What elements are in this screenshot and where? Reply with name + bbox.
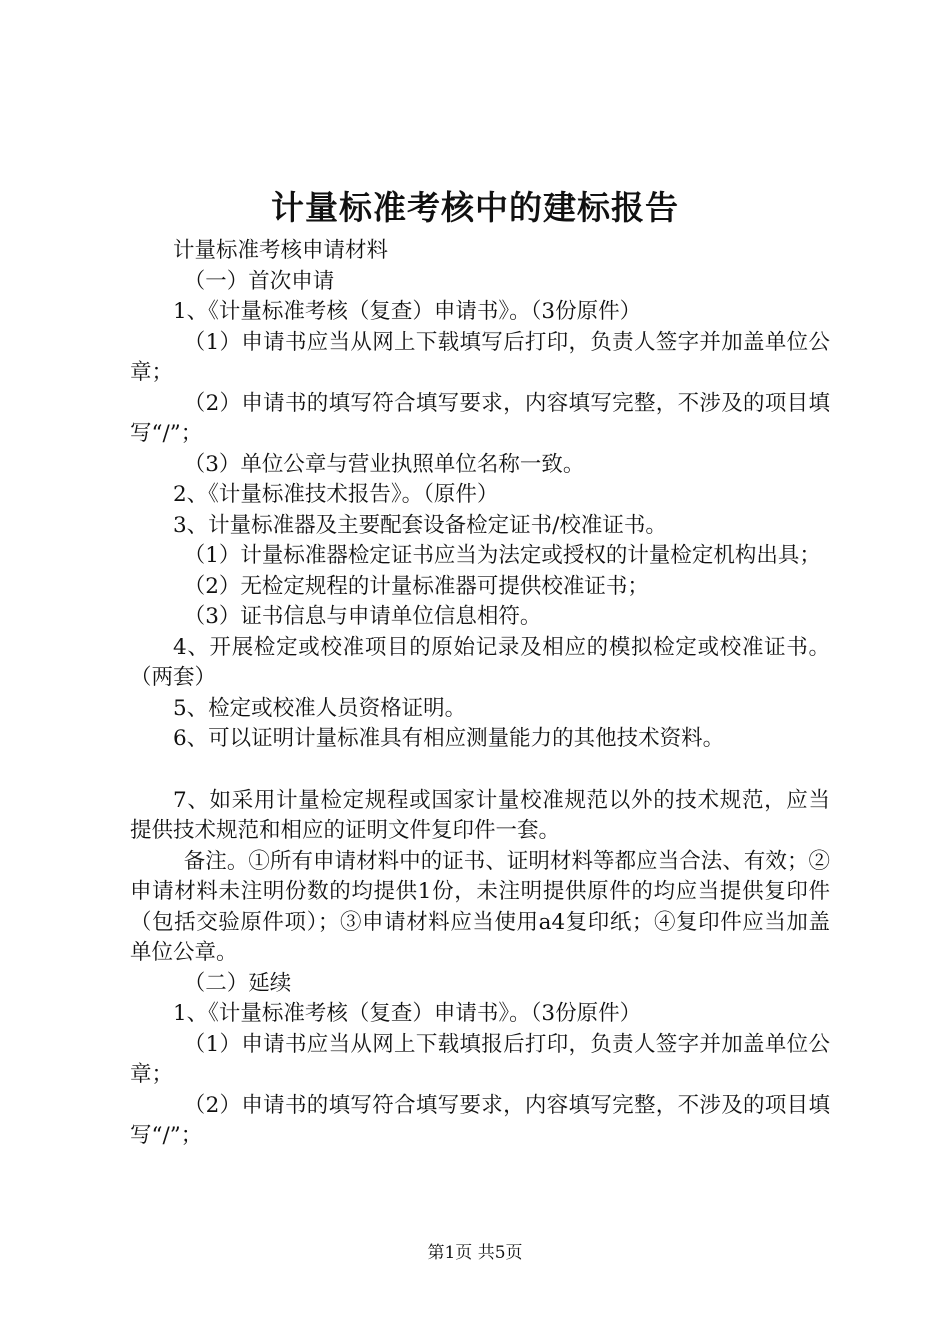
paragraph: 3、计量标准器及主要配套设备检定证书/校准证书。 <box>173 512 667 538</box>
paragraph: （1）计量标准器检定证书应当为法定或授权的计量检定机构出具； <box>183 543 821 568</box>
paragraph: 1、《计量标准考核（复查）申请书》。（3份原件） <box>173 1001 642 1026</box>
paragraph: 1、《计量标准考核（复查）申请书》。（3份原件） <box>173 299 642 324</box>
paragraph: （3）证书信息与申请单位信息相符。 <box>183 604 542 629</box>
paragraph: 7、如采用计量检定规程或国家计量校准规范以外的技术规范，应当提供技术规范和相应的证明文件复印件一套。 <box>130 787 830 843</box>
paragraph: （2）申请书的填写符合填写要求，内容填写完整，不涉及的项目填写“/”； <box>130 1092 830 1148</box>
paragraph: （3）单位公章与营业执照单位名称一致。 <box>183 451 585 477</box>
document-title: 计量标准考核中的建标报告 <box>271 188 679 227</box>
section-heading: （一）首次申请 <box>183 268 335 294</box>
paragraph: 4、开展检定或校准项目的原始记录及相应的模拟检定或校准证书。（两套） <box>130 634 830 690</box>
note-paragraph: 备注。①所有申请材料中的证书、证明材料等都应当合法、有效；②申请材料未注明份数的均提供1份，未注明提供原件的均应当提供复印件（包括交验原件项）；③申请材料应当使用a4复印纸；④复印件应当加盖单位公章。 <box>130 848 830 965</box>
paragraph: （2）申请书的填写符合填写要求，内容填写完整，不涉及的项目填写“/”； <box>130 390 830 446</box>
paragraph: 2、《计量标准技术报告》。（原件） <box>173 482 499 507</box>
paragraph: 6、可以证明计量标准具有相应测量能力的其他技术资料。 <box>173 726 725 751</box>
paragraph: 5、检定或校准人员资格证明。 <box>173 695 467 721</box>
paragraph: （1）申请书应当从网上下载填写后打印，负责人签字并加盖单位公章； <box>130 329 830 385</box>
page-number-footer: 第1页 共5页 <box>427 1243 523 1263</box>
section-heading: （二）延续 <box>183 970 292 996</box>
paragraph: （2）无检定规程的计量标准器可提供校准证书； <box>183 573 649 599</box>
paragraph: 计量标准考核申请材料 <box>173 238 389 263</box>
document-body <box>130 236 830 1152</box>
paragraph: （1）申请书应当从网上下载填报后打印，负责人签字并加盖单位公章； <box>130 1031 830 1087</box>
